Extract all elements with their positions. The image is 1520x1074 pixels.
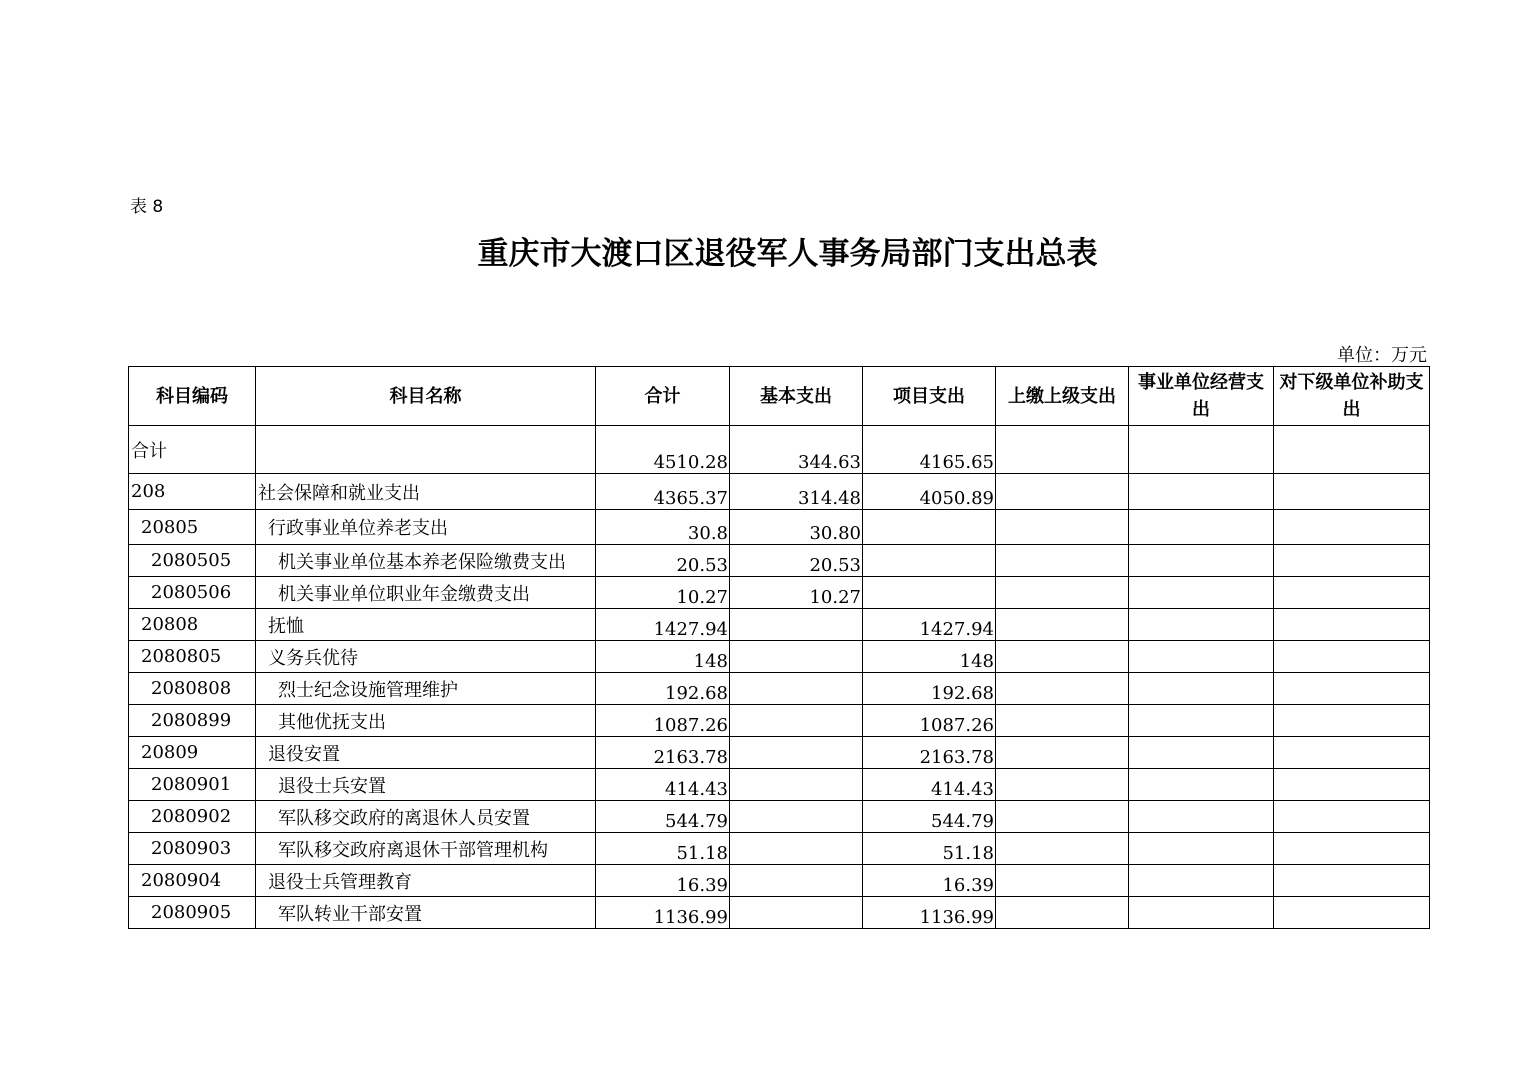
code-cell: 2080505 (129, 545, 256, 577)
name-cell: 其他优抚支出 (256, 705, 596, 737)
header-cell: 科目编码 (129, 367, 256, 426)
project-cell: 192.68 (863, 673, 996, 705)
business-cell (1129, 426, 1274, 474)
total-cell: 51.18 (596, 833, 730, 865)
project-cell (863, 577, 996, 609)
basic-cell (730, 897, 863, 929)
code-cell: 2080899 (129, 705, 256, 737)
basic-cell: 10.27 (730, 577, 863, 609)
code-cell: 2080901 (129, 769, 256, 801)
table-row (129, 897, 1430, 929)
upper-cell (996, 833, 1129, 865)
upper-cell (996, 545, 1129, 577)
header-cell: 项目支出 (863, 367, 996, 426)
total-cell: 2163.78 (596, 737, 730, 769)
subsidy-cell (1274, 577, 1430, 609)
upper-cell (996, 737, 1129, 769)
code-cell: 2080904 (129, 865, 256, 897)
table-row (129, 426, 1430, 474)
business-cell (1129, 545, 1274, 577)
total-cell: 16.39 (596, 865, 730, 897)
page-title: 重庆市大渡口区退役军人事务局部门支出总表 (477, 236, 1098, 272)
project-cell: 544.79 (863, 801, 996, 833)
upper-cell (996, 641, 1129, 673)
subsidy-cell (1274, 897, 1430, 929)
table-row (129, 609, 1430, 641)
business-cell (1129, 641, 1274, 673)
code-cell: 20809 (129, 737, 256, 769)
basic-cell: 314.48 (730, 474, 863, 510)
project-cell: 51.18 (863, 833, 996, 865)
project-cell: 4165.65 (863, 426, 996, 474)
total-cell: 10.27 (596, 577, 730, 609)
upper-cell (996, 426, 1129, 474)
basic-cell (730, 609, 863, 641)
upper-cell (996, 609, 1129, 641)
basic-cell (730, 641, 863, 673)
name-cell: 机关事业单位职业年金缴费支出 (256, 577, 596, 609)
basic-cell (730, 801, 863, 833)
code-cell: 20805 (129, 510, 256, 545)
name-cell: 军队移交政府的离退休人员安置 (256, 801, 596, 833)
table-row (129, 769, 1430, 801)
name-cell: 退役安置 (256, 737, 596, 769)
basic-cell (730, 865, 863, 897)
header-cell: 上缴上级支出 (996, 367, 1129, 426)
business-cell (1129, 474, 1274, 510)
business-cell (1129, 801, 1274, 833)
table-body (129, 426, 1430, 929)
table-row (129, 833, 1430, 865)
upper-cell (996, 865, 1129, 897)
basic-cell (730, 737, 863, 769)
basic-cell (730, 673, 863, 705)
total-cell: 414.43 (596, 769, 730, 801)
subsidy-cell (1274, 426, 1430, 474)
upper-cell (996, 801, 1129, 833)
subsidy-cell (1274, 865, 1430, 897)
project-cell: 1427.94 (863, 609, 996, 641)
upper-cell (996, 897, 1129, 929)
basic-cell: 344.63 (730, 426, 863, 474)
code-cell: 2080902 (129, 801, 256, 833)
header-cell: 合计 (596, 367, 730, 426)
project-cell (863, 510, 996, 545)
business-cell (1129, 609, 1274, 641)
header-row (129, 367, 1430, 426)
total-cell: 30.8 (596, 510, 730, 545)
header-cell: 事业单位经营支出 (1129, 367, 1274, 426)
business-cell (1129, 833, 1274, 865)
subsidy-cell (1274, 673, 1430, 705)
business-cell (1129, 705, 1274, 737)
code-cell: 合计 (129, 426, 256, 474)
table-row (129, 801, 1430, 833)
code-cell: 2080506 (129, 577, 256, 609)
total-cell: 1427.94 (596, 609, 730, 641)
project-cell: 1087.26 (863, 705, 996, 737)
name-cell: 军队移交政府离退休干部管理机构 (256, 833, 596, 865)
business-cell (1129, 577, 1274, 609)
name-cell: 军队转业干部安置 (256, 897, 596, 929)
subsidy-cell (1274, 641, 1430, 673)
business-cell (1129, 737, 1274, 769)
subsidy-cell (1274, 545, 1430, 577)
name-cell: 行政事业单位养老支出 (256, 510, 596, 545)
subsidy-cell (1274, 609, 1430, 641)
project-cell: 1136.99 (863, 897, 996, 929)
name-cell: 退役士兵管理教育 (256, 865, 596, 897)
business-cell (1129, 865, 1274, 897)
subsidy-cell (1274, 769, 1430, 801)
code-cell: 208 (129, 474, 256, 510)
header-cell: 科目名称 (256, 367, 596, 426)
basic-cell (730, 705, 863, 737)
header-cell: 对下级单位补助支出 (1274, 367, 1430, 426)
project-cell: 16.39 (863, 865, 996, 897)
upper-cell (996, 510, 1129, 545)
name-cell: 抚恤 (256, 609, 596, 641)
total-cell: 4365.37 (596, 474, 730, 510)
project-cell: 148 (863, 641, 996, 673)
basic-cell: 20.53 (730, 545, 863, 577)
total-cell: 1087.26 (596, 705, 730, 737)
header-cell: 基本支出 (730, 367, 863, 426)
name-cell: 烈士纪念设施管理维护 (256, 673, 596, 705)
code-cell: 2080805 (129, 641, 256, 673)
table-row (129, 673, 1430, 705)
total-cell: 4510.28 (596, 426, 730, 474)
project-cell (863, 545, 996, 577)
upper-cell (996, 705, 1129, 737)
code-cell: 2080905 (129, 897, 256, 929)
upper-cell (996, 673, 1129, 705)
business-cell (1129, 673, 1274, 705)
table-row (129, 545, 1430, 577)
total-cell: 20.53 (596, 545, 730, 577)
total-cell: 544.79 (596, 801, 730, 833)
name-cell: 义务兵优待 (256, 641, 596, 673)
subsidy-cell (1274, 474, 1430, 510)
expenditure-table (128, 366, 1430, 929)
table-row (129, 510, 1430, 545)
upper-cell (996, 769, 1129, 801)
name-cell: 社会保障和就业支出 (256, 474, 596, 510)
total-cell: 148 (596, 641, 730, 673)
total-cell: 1136.99 (596, 897, 730, 929)
subsidy-cell (1274, 510, 1430, 545)
upper-cell (996, 577, 1129, 609)
upper-cell (996, 474, 1129, 510)
table-number: 表 8 (130, 197, 164, 217)
business-cell (1129, 510, 1274, 545)
name-cell (256, 426, 596, 474)
project-cell: 4050.89 (863, 474, 996, 510)
subsidy-cell (1274, 705, 1430, 737)
total-cell: 192.68 (596, 673, 730, 705)
table-row (129, 705, 1430, 737)
subsidy-cell (1274, 737, 1430, 769)
name-cell: 退役士兵安置 (256, 769, 596, 801)
business-cell (1129, 769, 1274, 801)
table-row (129, 641, 1430, 673)
table-row (129, 737, 1430, 769)
subsidy-cell (1274, 801, 1430, 833)
name-cell: 机关事业单位基本养老保险缴费支出 (256, 545, 596, 577)
basic-cell: 30.80 (730, 510, 863, 545)
basic-cell (730, 833, 863, 865)
code-cell: 20808 (129, 609, 256, 641)
table-row (129, 474, 1430, 510)
project-cell: 2163.78 (863, 737, 996, 769)
project-cell: 414.43 (863, 769, 996, 801)
basic-cell (730, 769, 863, 801)
business-cell (1129, 897, 1274, 929)
code-cell: 2080903 (129, 833, 256, 865)
subsidy-cell (1274, 833, 1430, 865)
table-row (129, 865, 1430, 897)
unit-label: 单位：万元 (1337, 345, 1427, 366)
code-cell: 2080808 (129, 673, 256, 705)
table-row (129, 577, 1430, 609)
